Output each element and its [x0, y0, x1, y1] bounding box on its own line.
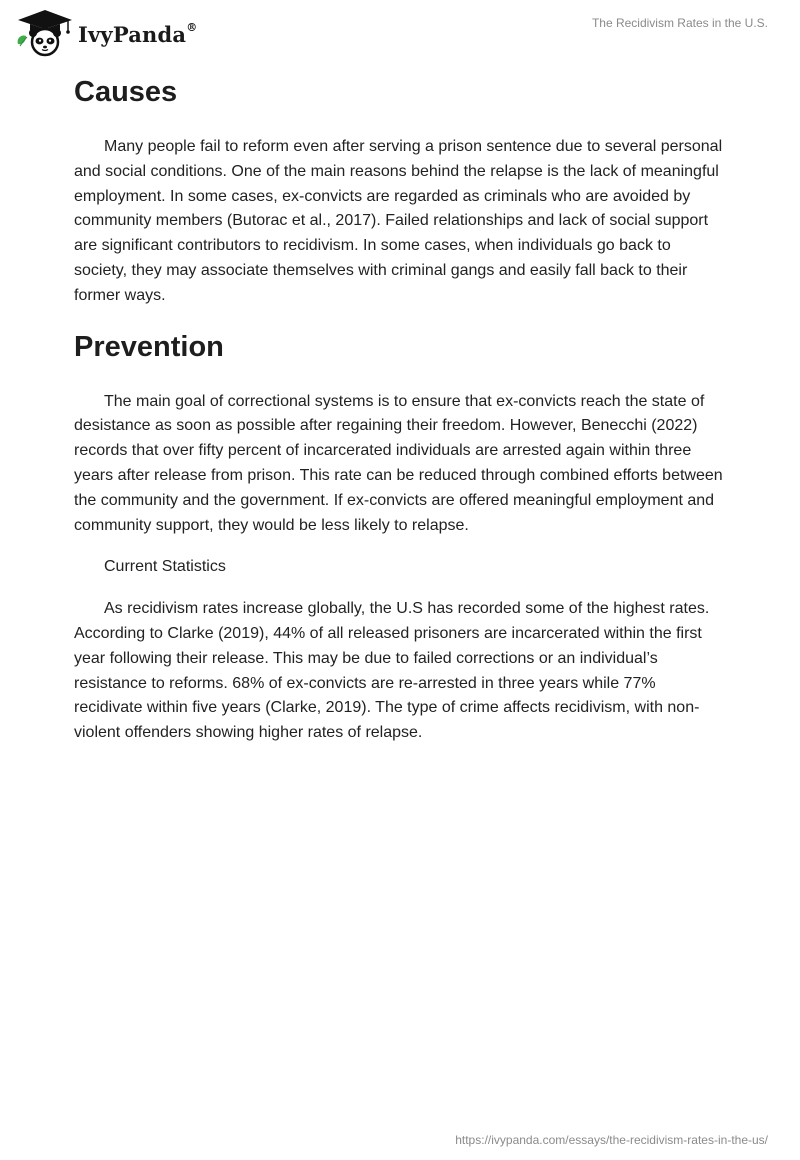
logo-text: IvyPanda	[78, 21, 187, 47]
statistics-subheading: Current Statistics	[104, 558, 226, 576]
essay-body	[74, 70, 726, 746]
causes-heading: Causes	[74, 76, 178, 108]
logo-wordmark	[78, 22, 197, 47]
prevention-heading: Prevention	[74, 330, 224, 363]
panda-graduate-icon	[14, 8, 76, 58]
ivypanda-logo[interactable]	[14, 8, 197, 58]
registered-mark: ®	[186, 20, 198, 34]
statistics-paragraph: As recidivism rates increase globally, the U.S has recorded some of the highest rates. According to Clarke (2019), 44% of all released prisoners are incarcerated within the first year following their release. This may be due to failed corrections or an individual’s resistance to reforms. 68% of ex-convicts are re-arrested in three years while 77% recidivate within five years (Clarke, 2019). The type of crime affects recidivism, with non-violent offenders showing higher rates of relapse.	[74, 600, 710, 742]
source-url-link[interactable]: https://ivypanda.com/essays/the-recidivism-rates-in-the-us/	[455, 1133, 768, 1147]
document-title: The Recidivism Rates in the U.S.	[591, 16, 768, 30]
prevention-paragraph: The main goal of correctional systems is to ensure that ex-convicts reach the state of desistance as soon as possible after regaining their freedom. However, Benecchi (2022) records that over fifty percent of incarcerated individuals are arrested again within three years after release from prison. This rate can be reduced through combined efforts between the community and the government. If ex-convicts are offered meaningful employment and community support, they would be less likely to relapse.	[74, 392, 723, 534]
page-header	[0, 0, 800, 62]
causes-paragraph: Many people fail to reform even after serving a prison sentence due to several personal and social conditions. One of the main reasons behind the relapse is the lack of meaningful employment. In some cases, ex-convicts are regarded as criminals who are avoided by community members (Butorac et al., 2017). Failed relationships and lack of social support are significant contributors to recidivism. In some cases, when individuals go back to society, they may associate themselves with criminal gangs and easily fall back to their former ways.	[74, 138, 723, 304]
